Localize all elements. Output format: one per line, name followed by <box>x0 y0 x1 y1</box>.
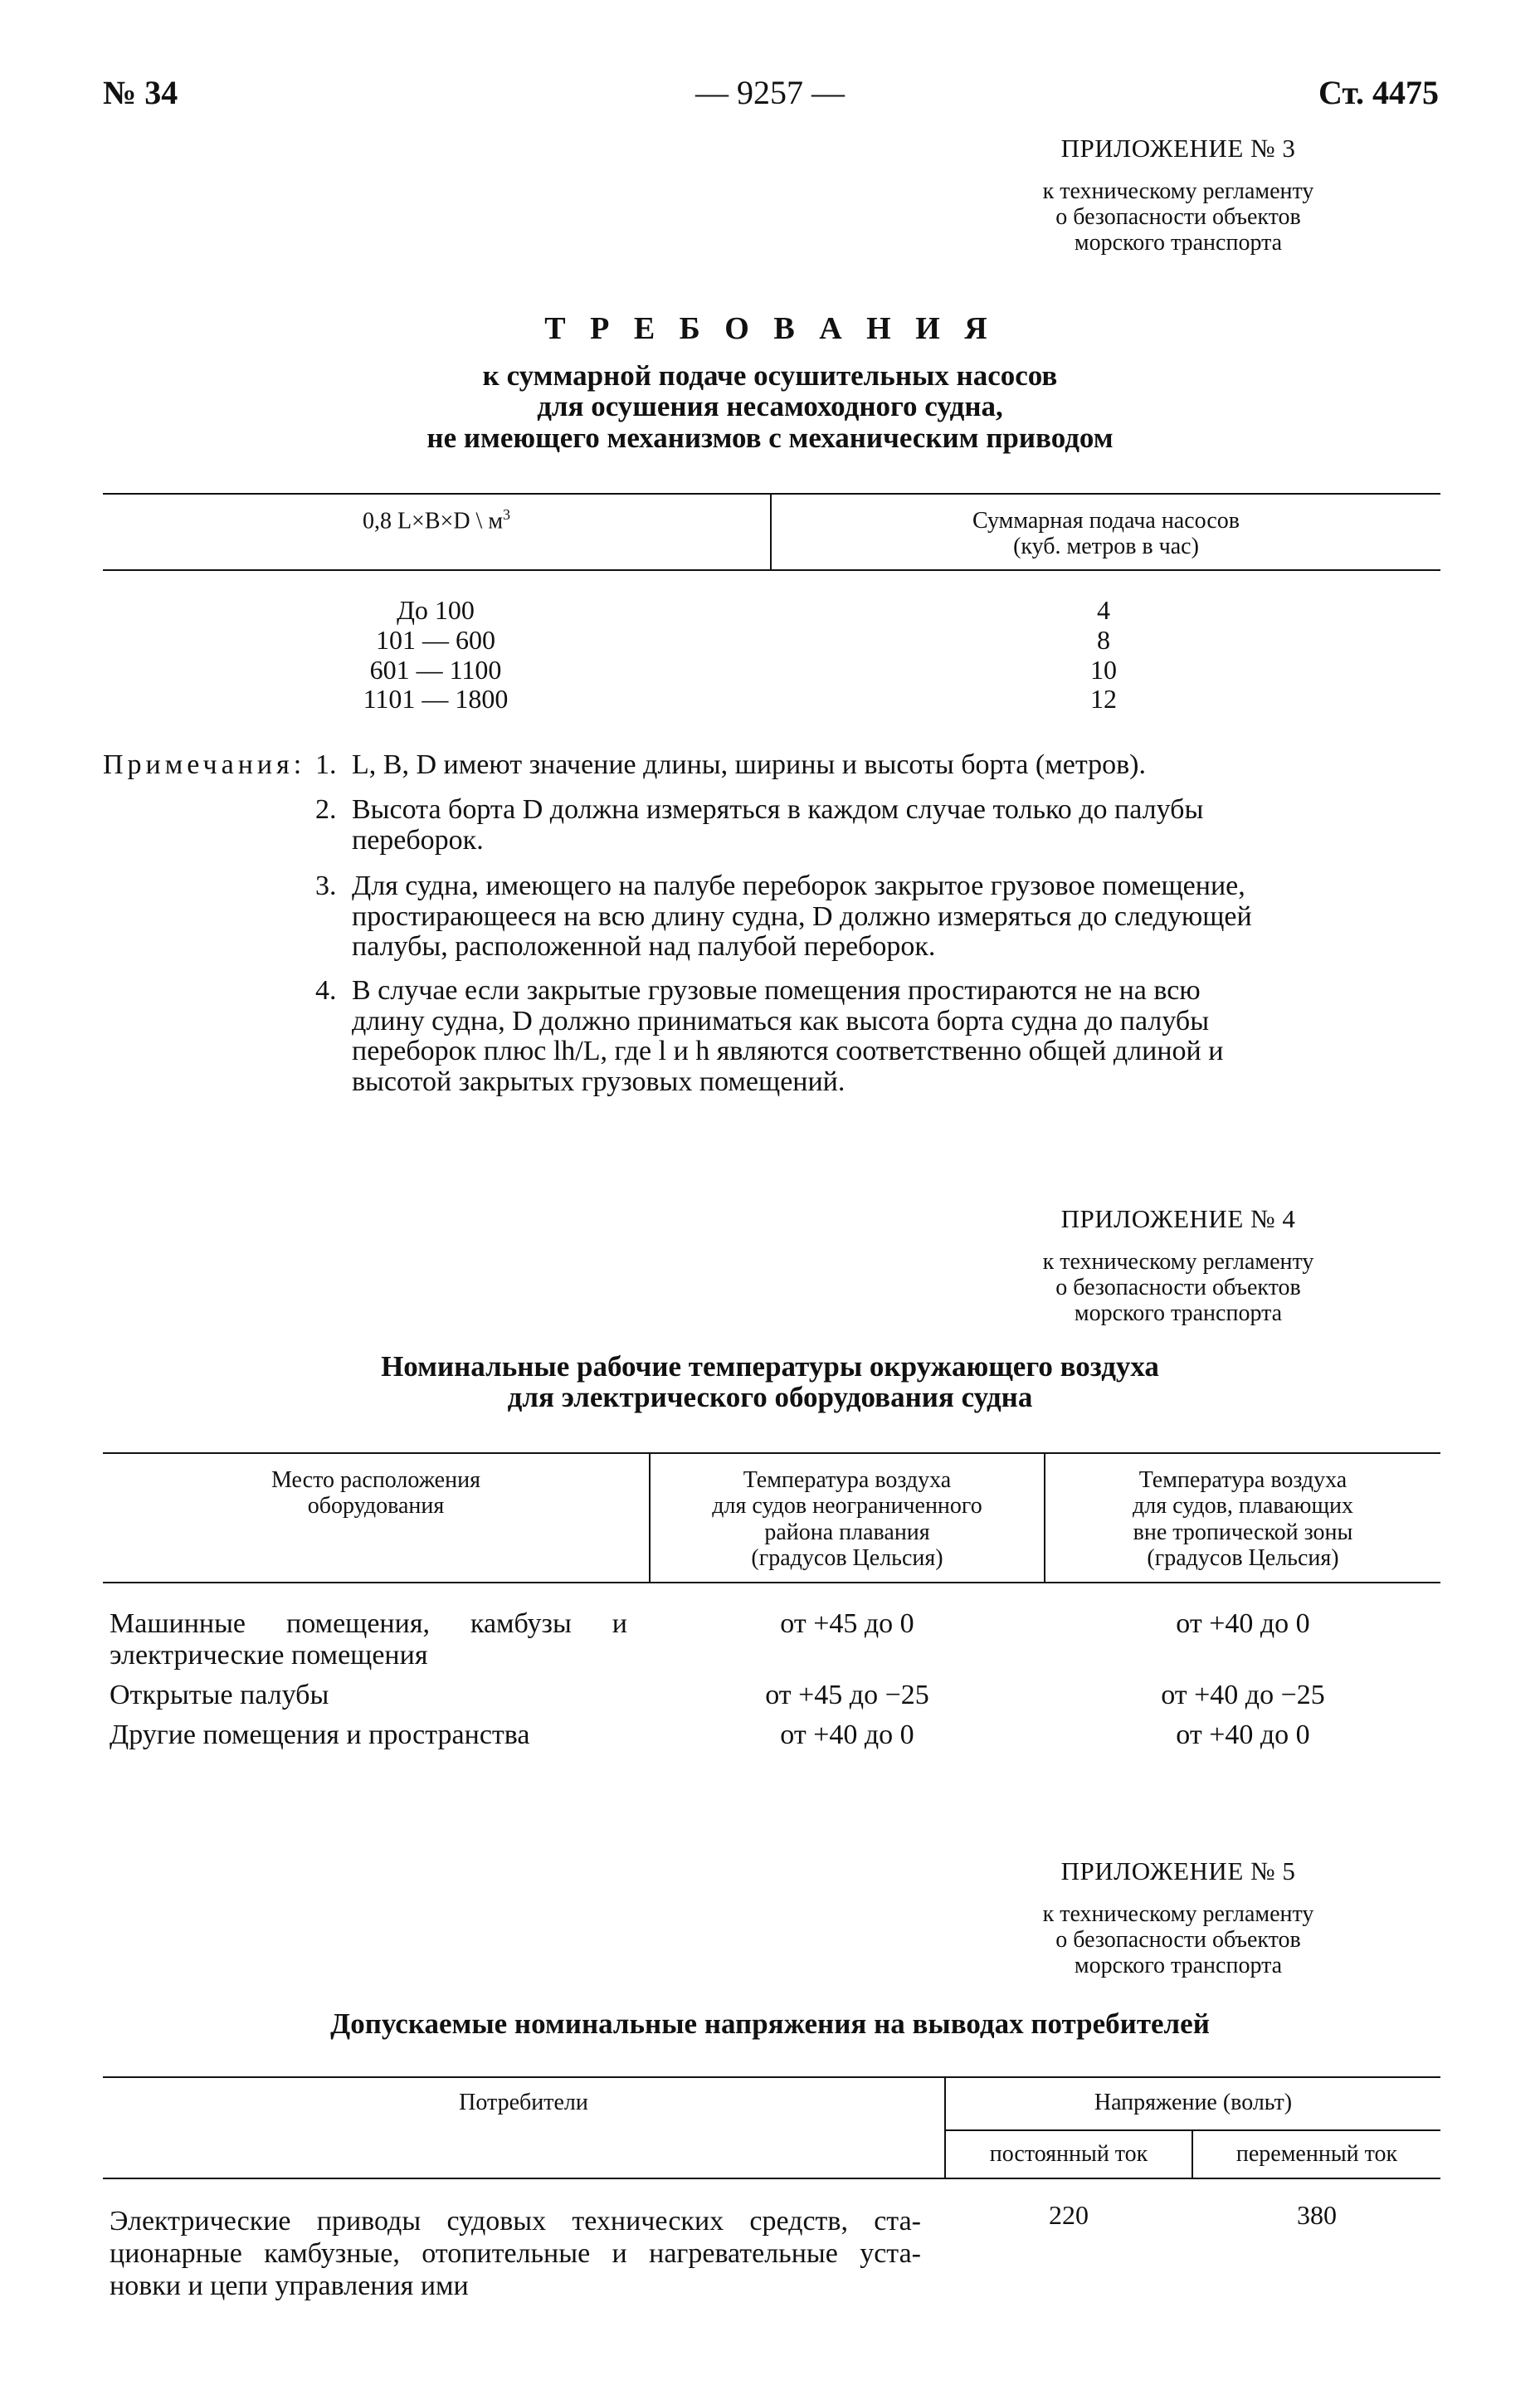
table-cell: 4 <box>1097 595 1110 625</box>
header-line: Суммарная подача насосов <box>972 508 1240 534</box>
note-item <box>315 975 1440 1098</box>
table-cell: 220 <box>1049 2200 1089 2230</box>
table-cell: электрические помещения <box>110 1640 428 1671</box>
table-cell: Другие помещения и пространства <box>110 1720 530 1750</box>
note-number: 1. <box>315 749 337 780</box>
appendix3-subtitle-line: морского транспорта <box>1074 230 1283 256</box>
table-cell: новки и цепи управления ими <box>110 2270 469 2301</box>
note-line: Высота борта D должна измеряться в каждом случае только до палубы <box>352 794 1204 825</box>
appendix4-label <box>962 1205 1394 1327</box>
page-number: — 9257 — <box>695 74 845 111</box>
appendix5-subtitle-line: морского транспорта <box>1074 1953 1283 1979</box>
header-line: оборудования <box>307 1493 445 1520</box>
table-header-capacity <box>772 508 1440 560</box>
note-line: Для судна, имеющего на палубе переборок закрытое грузовое помещение, <box>352 871 1245 901</box>
table-cell: от +45 до −25 <box>765 1680 929 1710</box>
table-cell: 601 — 1100 <box>369 654 502 685</box>
note-number: 4. <box>315 975 337 1006</box>
table-cell: Электрические приводы судовых технических средств, ста- <box>110 2206 921 2237</box>
table-cell: от +40 до 0 <box>1176 1608 1310 1639</box>
note-number: 3. <box>315 871 337 901</box>
table-row <box>110 1608 627 1639</box>
appendix5-label <box>962 1857 1394 1979</box>
header-superscript: 3 <box>503 506 511 523</box>
header-line: для судов неограниченного <box>712 1493 982 1520</box>
table-header-unlimited <box>651 1467 1044 1571</box>
appendix5-subtitle <box>962 1901 1394 1979</box>
table-row <box>110 1680 627 1710</box>
appendix4-subtitle-line: к техническому регламенту <box>1042 1248 1314 1275</box>
header-line: (градусов Цельсия) <box>751 1545 943 1572</box>
header-line: района плавания <box>764 1519 930 1545</box>
note-line: переборок плюс lh/L, где l и h являются соответственно общей длиной и <box>352 1036 1224 1067</box>
header-text: 0,8 L×B×D \ м <box>362 508 504 534</box>
table-header-location <box>103 1467 649 1520</box>
article-number: Ст. 4475 <box>1318 74 1439 111</box>
header-line: (куб. метров в час) <box>1013 534 1199 560</box>
appendix5-heading: Допускаемые номинальные напряжения на выводах потребителей <box>330 2007 1210 2040</box>
appendix5-subtitle-line: к техническому регламенту <box>1042 1900 1314 1927</box>
appendix3-subheading <box>0 360 1540 453</box>
table-rule <box>103 1582 1440 1583</box>
note-line: длину судна, D должно приниматься как высота борта судна до палубы <box>352 1005 1210 1037</box>
table-cell: 10 <box>1090 654 1117 685</box>
appendix3-label <box>962 134 1394 256</box>
table-rule <box>103 493 1440 495</box>
notes-label: Примечания: <box>103 749 306 780</box>
appendix3-subtitle <box>962 178 1394 256</box>
note-line: переборок. <box>352 824 484 856</box>
appendix4-heading-line: Номинальные рабочие температуры окружающего воздуха <box>381 1350 1159 1383</box>
appendix3-subheading-line: к суммарной подаче осушительных насосов <box>482 359 1058 392</box>
table-rule <box>103 569 1440 571</box>
table-cell: До 100 <box>397 595 475 625</box>
note-line: В случае если закрытые грузовые помещения простираются не на всю <box>352 975 1201 1006</box>
note-item <box>315 871 1440 963</box>
appendix3-title: ПРИЛОЖЕНИЕ № 3 <box>1060 134 1296 163</box>
appendix5-title: ПРИЛОЖЕНИЕ № 5 <box>1060 1856 1296 1885</box>
header-line: для судов, плавающих <box>1133 1493 1353 1520</box>
appendix5-subtitle-line: о безопасности объектов <box>1055 1927 1301 1954</box>
issue-number: № 34 <box>103 74 178 111</box>
table-cell: 380 <box>1297 2200 1337 2230</box>
header-line: Место расположения <box>271 1467 480 1493</box>
table-row <box>110 1640 627 1671</box>
header-line: вне тропической зоны <box>1133 1519 1353 1545</box>
table-header-dc: постоянный ток <box>989 2141 1148 2167</box>
table-header-consumers: Потребители <box>459 2090 588 2115</box>
appendix4-subtitle-line: о безопасности объектов <box>1055 1275 1301 1301</box>
table-cell: от +40 до 0 <box>780 1720 914 1750</box>
table-cell: 101 — 600 <box>376 624 495 655</box>
note-line: высотой закрытых грузовых помещений. <box>352 1066 846 1098</box>
appendix3-subheading-line: для осушения несамоходного судна, <box>537 390 1003 423</box>
table-cell: от +45 до 0 <box>780 1608 914 1639</box>
header-line: Температура воздуха <box>1138 1467 1348 1493</box>
note-number: 2. <box>315 794 337 825</box>
appendix4-heading <box>0 1351 1540 1413</box>
appendix3-heading: Т Р Е Б О В А Н И Я <box>544 311 996 346</box>
appendix4-subtitle <box>962 1249 1394 1327</box>
note-item <box>315 794 1440 856</box>
appendix4-heading-line: для электрического оборудования судна <box>507 1381 1033 1414</box>
table-row <box>110 2206 921 2302</box>
table-cell: Открытые палубы <box>110 1680 329 1710</box>
appendix4-title: ПРИЛОЖЕНИЕ № 4 <box>1060 1204 1296 1233</box>
table-cell: от +40 до 0 <box>1176 1720 1310 1750</box>
appendix3-subheading-line: не имеющего механизмов с механическим приводом <box>426 421 1114 454</box>
note-item <box>315 749 1440 781</box>
appendix3-subtitle-line: о безопасности объектов <box>1055 204 1301 231</box>
capacity-column <box>1037 596 1170 715</box>
volume-column <box>307 596 564 715</box>
table-cell: 8 <box>1097 624 1110 655</box>
table-cell: ционарные камбузные, отопительные и нагревательные уста- <box>110 2237 921 2269</box>
table-rule <box>103 1452 1440 1454</box>
table-cell: 12 <box>1090 684 1117 715</box>
table-header-outside-tropics <box>1045 1467 1440 1571</box>
header-line: Температура воздуха <box>743 1467 952 1493</box>
note-line: палубы, расположенной над палубой переборок. <box>352 931 936 963</box>
table-header-ac: переменный ток <box>1235 2141 1398 2167</box>
table-header-voltage: Напряжение (вольт) <box>1094 2090 1293 2115</box>
appendix4-subtitle-line: морского транспорта <box>1074 1300 1283 1327</box>
table-rule <box>946 2129 1440 2131</box>
note-line: простирающееся на всю длину судна, D должно измеряться до следующей <box>352 900 1252 932</box>
table-cell: 1101 — 1800 <box>363 684 509 715</box>
table-cell: от +40 до −25 <box>1161 1680 1325 1710</box>
header-line: (градусов Цельсия) <box>1147 1545 1339 1572</box>
table-cell: Машинные помещения, камбузы и <box>110 1608 627 1639</box>
table-header-volume <box>103 506 770 534</box>
appendix3-subtitle-line: к техническому регламенту <box>1042 178 1314 204</box>
table-rule <box>103 2178 1440 2179</box>
note-line: L, B, D имеют значение длины, ширины и высоты борта (метров). <box>352 749 1146 780</box>
table-row <box>110 1720 627 1750</box>
table-rule <box>103 2076 1440 2078</box>
